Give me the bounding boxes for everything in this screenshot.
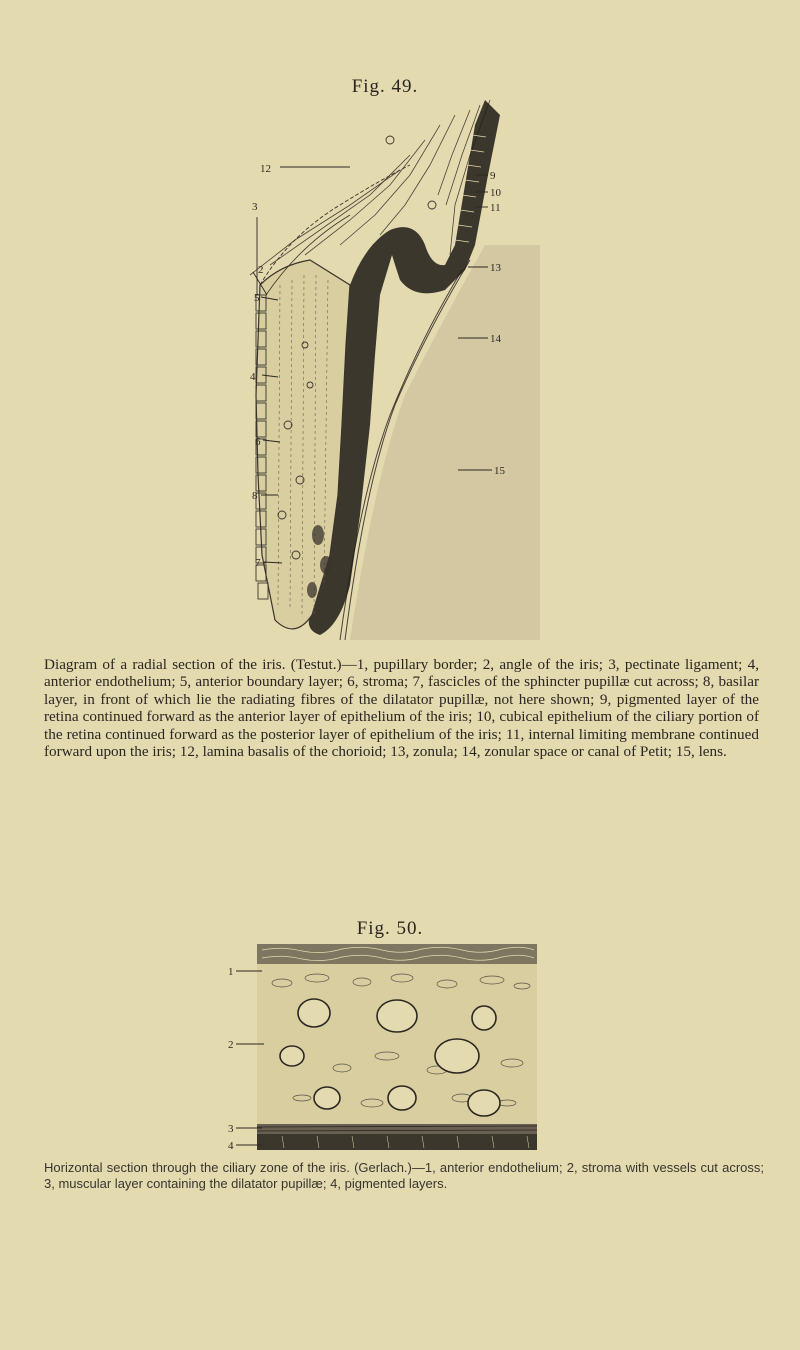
fig50-label-2: 2: [228, 1039, 234, 1051]
figure-50-diagram: [222, 938, 567, 1168]
figure-49-diagram: [200, 95, 540, 645]
label-12: 12: [260, 163, 271, 175]
label-9: 9: [490, 170, 496, 182]
figure-50-caption: Horizontal section through the ciliary zone of the iris. (Gerlach.)—1, anterior endothelium; 2, stroma with vessels cut across; 3, muscular layer containing the dilatator pupillæ; 4, pigmented layers.: [44, 1160, 764, 1191]
label-11: 11: [490, 202, 501, 214]
anterior-endothelium-layer: [257, 944, 537, 964]
label-2: 2: [258, 264, 264, 276]
label-8: 8: [252, 490, 258, 502]
pigmented-layers: [257, 1134, 537, 1150]
label-15: 15: [494, 465, 505, 477]
fig50-label-3: 3: [228, 1123, 234, 1135]
figure-49-caption: Diagram of a radial section of the iris. (Testut.)—1, pupillary border; 2, angle of the iris; 3, pectinate ligament; 4, anterior endothelium; 5, anterior boundary layer; 6, stroma; 7, fascicles of the sphincter pupillæ cut across; 8, basilar layer, in front of which lie the radiating fibres of the dilatator pupillæ, not here shown; 9, pigmented layer of the retina continued forward as the anterior layer of epithelium of the iris; 10, cubical epithelium of the ciliary portion of the retina continued forward as the posterior layer of epithelium of the iris; 11, internal limiting membrane continued forward upon the iris; 12, lamina basalis of the chorioid; 13, zonula; 14, zonular space or canal of Petit; 15, lens.: [44, 656, 759, 761]
label-10: 10: [490, 187, 501, 199]
muscular-layer: [257, 1124, 537, 1134]
label-13: 13: [490, 262, 501, 274]
figure-50-title: Fig. 50.: [356, 918, 424, 939]
label-7: 7: [255, 557, 261, 569]
figure-49-title: Fig. 49.: [351, 76, 419, 97]
label-5: 5: [254, 292, 260, 304]
fig50-label-1: 1: [228, 966, 234, 978]
label-3: 3: [252, 201, 258, 213]
label-6: 6: [255, 436, 261, 448]
fig50-label-4: 4: [228, 1140, 234, 1152]
label-4: 4: [250, 371, 256, 383]
label-14: 14: [490, 333, 501, 345]
